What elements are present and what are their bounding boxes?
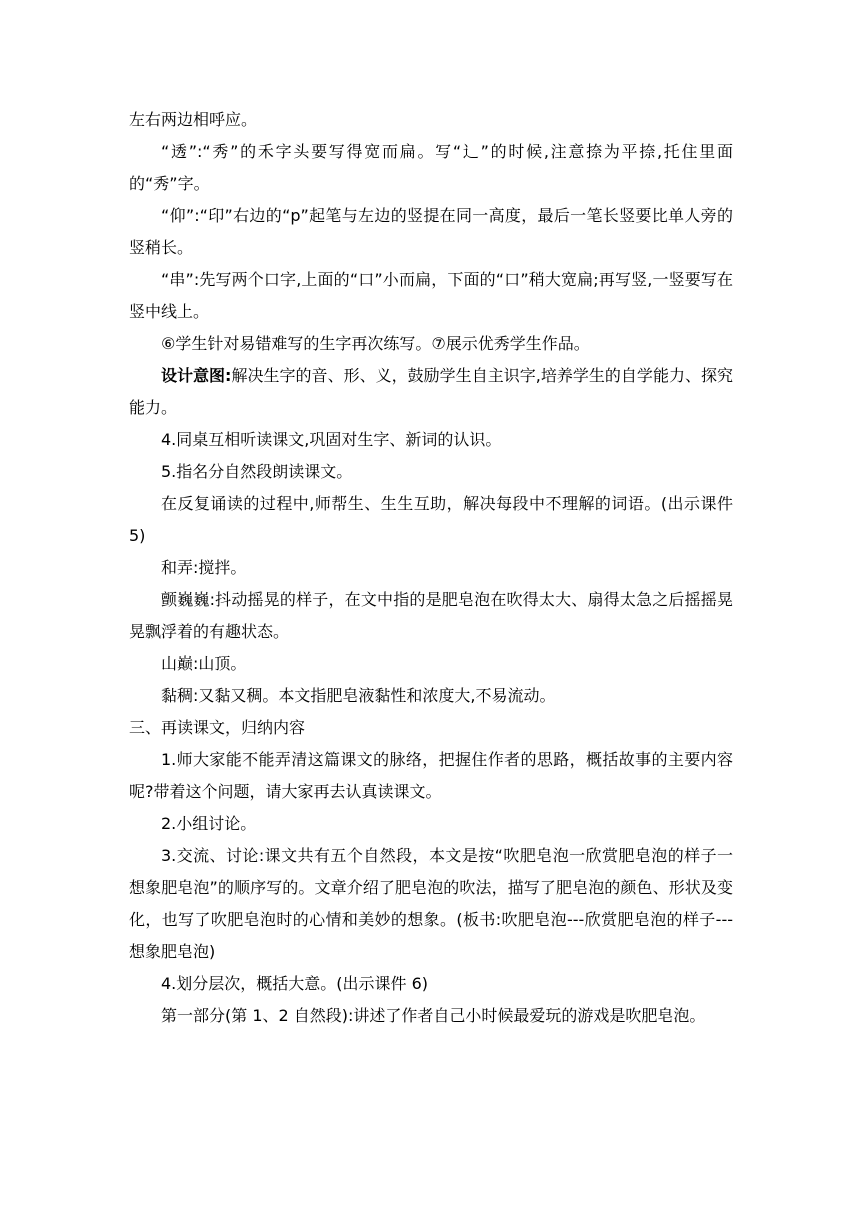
section-heading: 三、再读课文，归纳内容	[129, 718, 306, 737]
vocabulary-item: 和弄:搅拌。	[161, 558, 247, 577]
design-intent-paragraph	[129, 360, 733, 424]
paragraph: 第一部分(第 1、2 自然段):讲述了作者自己小时候最爱玩的游戏是吹肥皂泡。	[161, 1006, 706, 1025]
paragraph: 左右两边相呼应。	[129, 110, 258, 129]
design-intent-text: 解决生字的音、形、义，鼓励学生自主识字,培养学生的自学能力、探究能力。	[129, 366, 734, 417]
vocabulary-item: 颤巍巍:抖动摇晃的样子，在文中指的是肥皂泡在吹得太大、扇得太急之后摇摇晃晃飘浮着的有趣状态。	[129, 590, 733, 641]
vocabulary-item: 黏稠:又黏又稠。本文指肥皂液黏性和浓度大,不易流动。	[161, 686, 556, 705]
design-intent-label: 设计意图:	[161, 366, 232, 385]
paragraph: 3.交流、讨论:课文共有五个自然段，本文是按“吹肥皂泡一欣赏肥皂泡的样子一想象肥皂泡”的顺序写的。文章介绍了肥皂泡的吹法，描写了肥皂泡的颜色、形状及变化，也写了吹肥皂泡时的心情和美妙的想象。(板书:吹肥皂泡---欣赏肥皂泡的样子---想象肥皂泡)	[129, 846, 733, 961]
paragraph: 5.指名分自然段朗读课文。	[161, 462, 353, 481]
paragraph: 4.同桌互相听读课文,巩固对生字、新词的认识。	[161, 430, 502, 449]
paragraph: 1.师大家能不能弄清这篇课文的脉络，把握住作者的思路，概括故事的主要内容呢?带着这个问题，请大家再去认真读课文。	[129, 750, 733, 801]
paragraph: ⑥学生针对易错难写的生字再次练写。⑦展示优秀学生作品。	[161, 334, 590, 353]
document-body	[129, 104, 733, 1032]
paragraph: “仰”:“印”右边的“p”起笔与左边的竖提在同一高度，最后一笔长竖要比单人旁的竖稍长。	[129, 206, 733, 257]
paragraph: “透”:“秀”的禾字头要写得宽而扁。写“辶”的时候,注意捺为平捺,托住里面的“秀”字。	[129, 142, 733, 193]
paragraph: 在反复诵读的过程中,师帮生、生生互助，解决每段中不理解的词语。(出示课件 5)	[129, 494, 733, 545]
paragraph: 2.小组讨论。	[161, 814, 257, 833]
vocabulary-item: 山巅:山顶。	[161, 654, 247, 673]
paragraph: “串”:先写两个口字,上面的“口”小而扁，下面的“口”稍大宽扁;再写竖,一竖要写在竖中线上。	[129, 270, 733, 321]
paragraph: 4.划分层次，概括大意。(出示课件 6)	[161, 974, 429, 993]
